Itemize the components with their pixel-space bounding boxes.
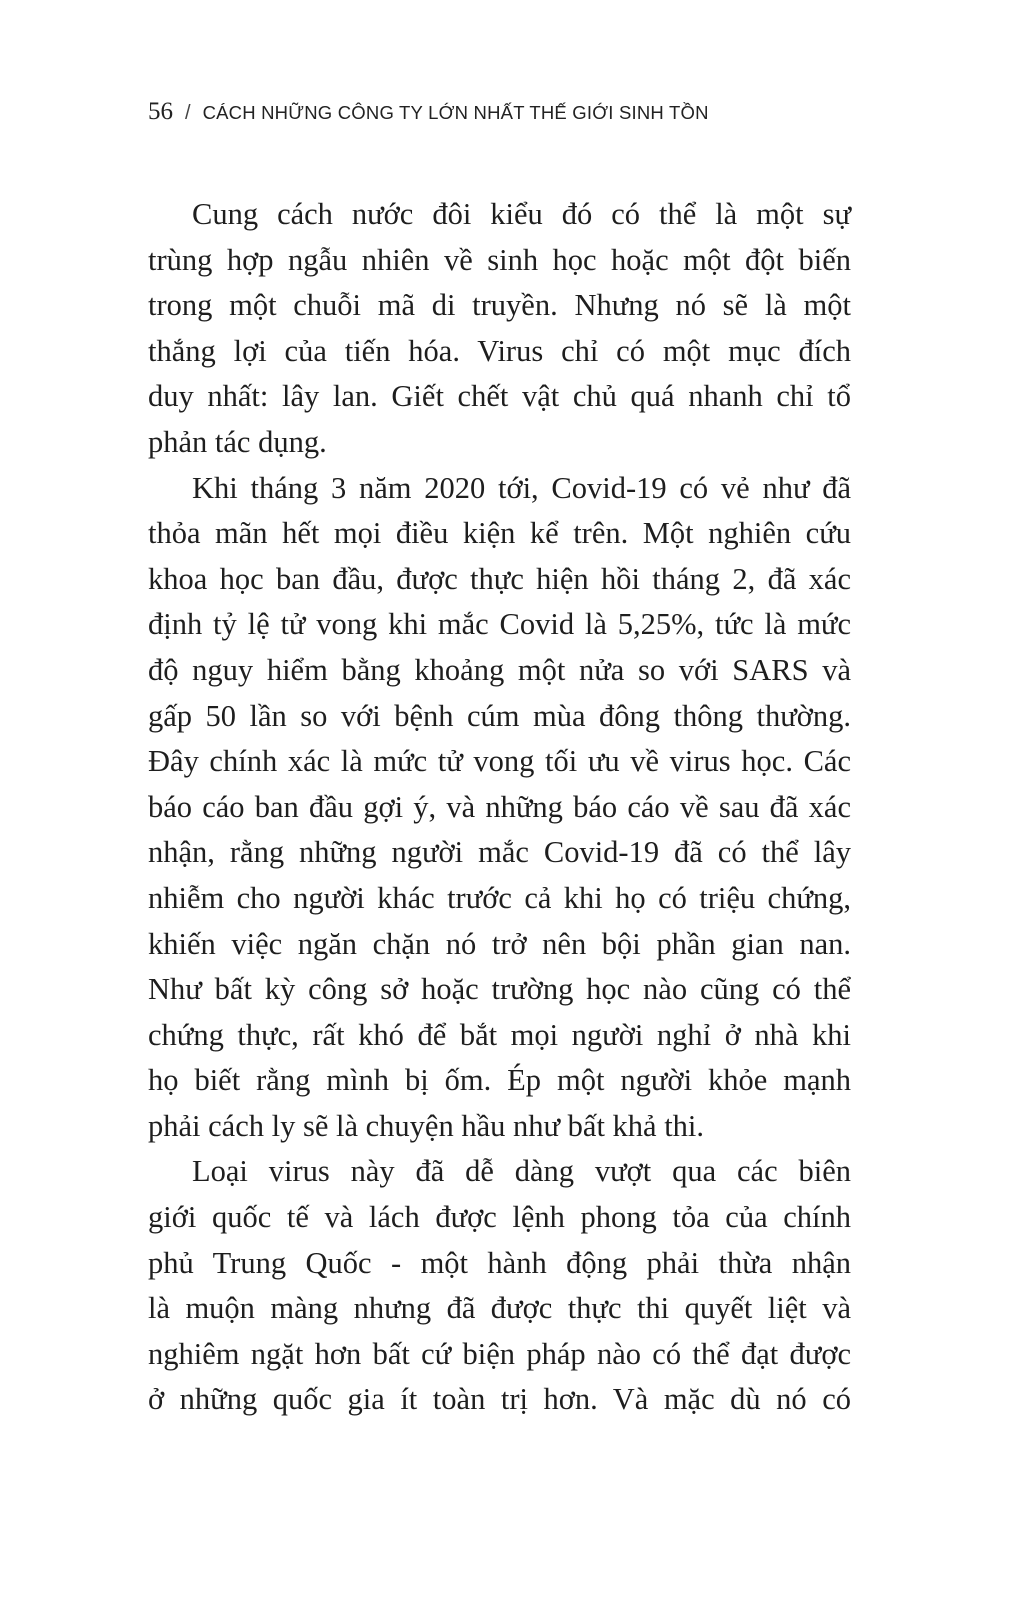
text-line: khiến việc ngăn chặn nó trở nên bội phần gian nan. — [148, 926, 851, 961]
text-line: phải cách ly sẽ là chuyện hầu như bất khả thi. — [148, 1108, 705, 1143]
text-line: nhiễm cho người khác trước cả khi họ có triệu chứng, — [148, 880, 851, 915]
body-text — [148, 192, 851, 1423]
text-line: phủ Trung Quốc - một hành động phải thừa nhận — [148, 1245, 851, 1280]
text-line: giới quốc tế và lách được lệnh phong tỏa của chính — [148, 1200, 851, 1235]
text-line: báo cáo ban đầu gợi ý, và những báo cáo về sau đã xác — [148, 789, 851, 824]
text-line: ở những quốc gia ít toàn trị hơn. Và mặc dù nó có — [148, 1382, 851, 1417]
text-line: Cung cách nước đôi kiểu đó có thể là một sự — [192, 197, 851, 231]
text-line: Như bất kỳ công sở hoặc trường học nào cũng có thể — [148, 972, 851, 1007]
header-separator: / — [185, 102, 191, 124]
text-line: định tỷ lệ tử vong khi mắc Covid là 5,25%, tức là mức — [148, 607, 851, 642]
paragraph-2 — [148, 466, 851, 1150]
text-line: họ biết rằng mình bị ốm. Ép một người khỏe mạnh — [148, 1063, 851, 1098]
text-line: trùng hợp ngẫu nhiên về sinh học hoặc một đột biến — [148, 242, 851, 277]
text-line: Loại virus này đã dễ dàng vượt qua các biên — [192, 1154, 851, 1189]
text-line: độ nguy hiểm bằng khoảng một nửa so với SARS và — [148, 652, 851, 687]
book-title: CÁCH NHỮNG CÔNG TY LỚN NHẤT THẾ GIỚI SINH TỒN — [202, 102, 709, 123]
text-line: thỏa mãn hết mọi điều kiện kể trên. Một nghiên cứu — [148, 516, 851, 551]
text-line: Đây chính xác là mức tử vong tối ưu về virus học. Các — [148, 744, 851, 779]
text-line: duy nhất: lây lan. Giết chết vật chủ quá nhanh chỉ tổ — [148, 379, 851, 414]
text-line: nghiêm ngặt hơn bất cứ biện pháp nào có thể đạt được — [148, 1336, 851, 1371]
text-line: là muộn màng nhưng đã được thực thi quyết liệt và — [148, 1291, 851, 1326]
paragraph-1 — [148, 192, 851, 466]
text-line: phản tác dụng. — [148, 424, 327, 459]
text-line: trong một chuỗi mã di truyền. Nhưng nó sẽ là một — [148, 288, 851, 323]
running-head — [148, 98, 908, 126]
text-line: gấp 50 lần so với bệnh cúm mùa đông thông thường. — [148, 698, 851, 733]
text-line: nhận, rằng những người mắc Covid-19 đã có thể lây — [148, 835, 851, 870]
text-line: chứng thực, rất khó để bắt mọi người nghỉ ở nhà khi — [148, 1017, 851, 1052]
paragraph-3 — [148, 1149, 851, 1423]
text-line: thắng lợi của tiến hóa. Virus chỉ có một mục đích — [148, 333, 851, 368]
text-line: khoa học ban đầu, được thực hiện hồi tháng 2, đã xác — [148, 561, 851, 596]
text-line: Khi tháng 3 năm 2020 tới, Covid-19 có vẻ như đã — [192, 470, 851, 505]
page-number: 56 — [148, 98, 173, 125]
